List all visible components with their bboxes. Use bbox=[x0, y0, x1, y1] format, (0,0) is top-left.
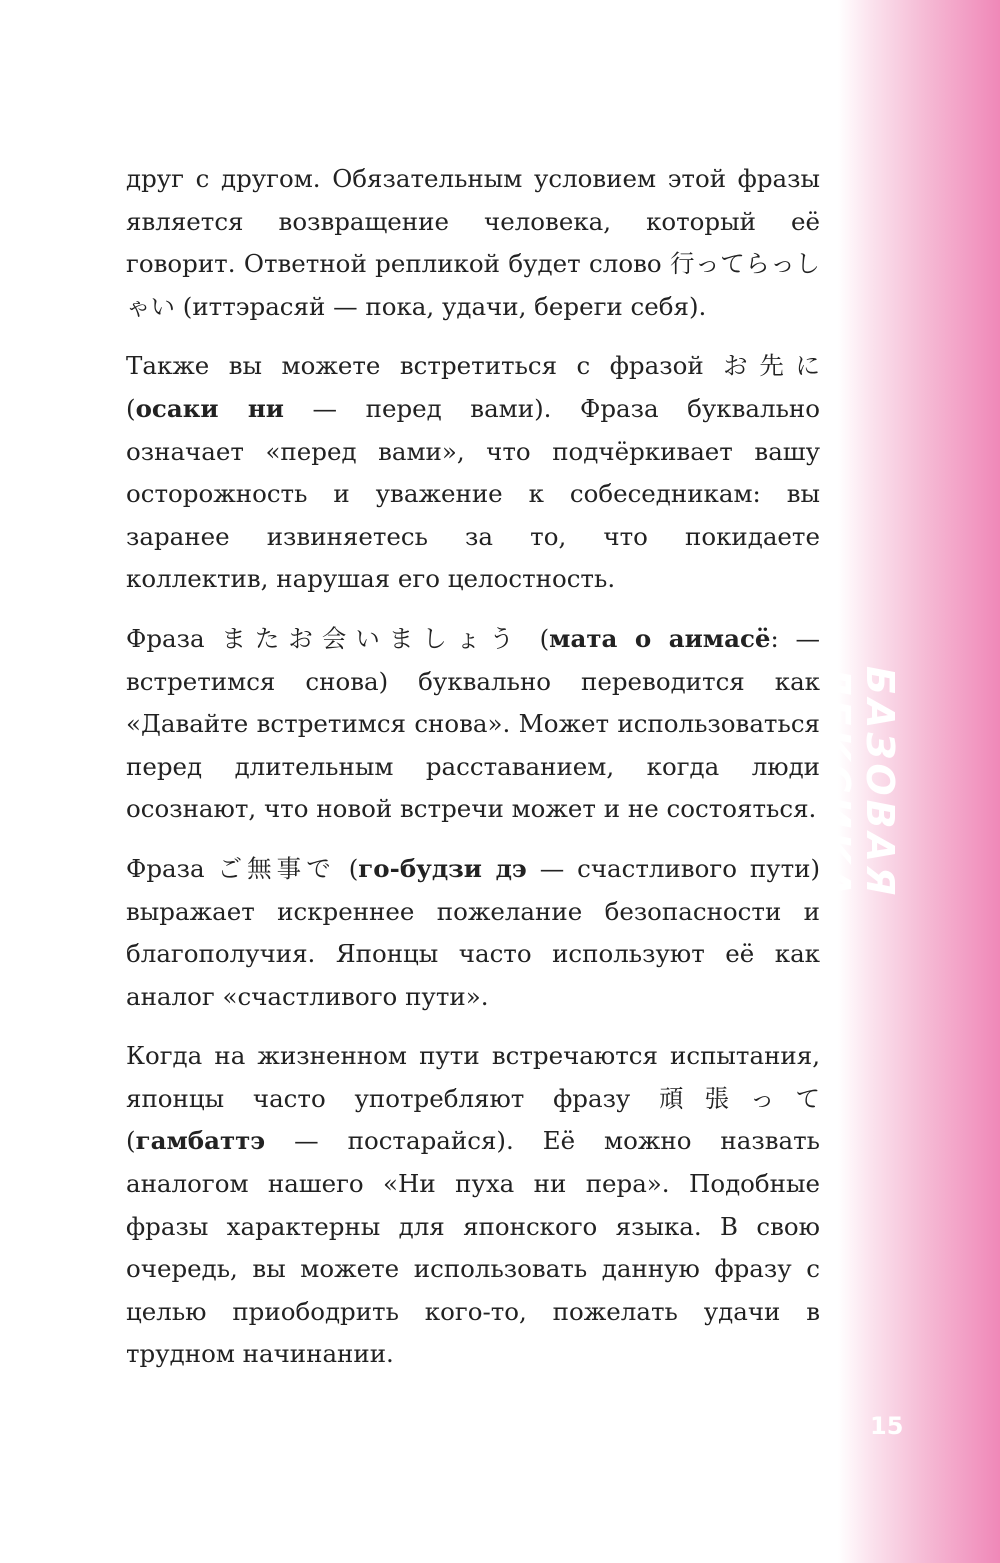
text-run: Фраза bbox=[126, 623, 222, 653]
paragraph-4 bbox=[126, 848, 820, 1018]
paragraph-1 bbox=[126, 158, 820, 328]
paragraph-5 bbox=[126, 1035, 820, 1376]
japanese-phrase: またお会いましょう bbox=[221, 623, 523, 653]
text-run: друг с другом. Обязательным условием этой фразы является возвращение человека, который её говорит. Ответной репликой будет слово bbox=[126, 164, 820, 279]
page-number: 15 bbox=[870, 1412, 904, 1440]
text-run: (иттэрасяй — пока, удачи, береги себя). bbox=[175, 291, 707, 321]
text-run: ( bbox=[522, 623, 550, 653]
body-text bbox=[126, 158, 820, 1393]
transliteration: гамбаттэ bbox=[135, 1126, 266, 1156]
text-run: : — встретимся снова) буквально переводится как «Давайте встретимся снова». Может использоваться перед длительным расставанием, когда люди осознают, что новой встречи может и не состояться. bbox=[126, 623, 821, 824]
paragraph-2 bbox=[126, 345, 820, 601]
transliteration: осаки ни bbox=[135, 393, 284, 423]
paragraph-3 bbox=[126, 618, 820, 831]
text-run: ( bbox=[335, 853, 359, 883]
text-run: — перед вами). Фраза буквально означает «перед вами», что подчёркивает вашу осторожность и уважение к собеседникам: вы заранее извиняетесь за то, что покидаете коллектив, нарушая его целостность. bbox=[126, 393, 821, 594]
text-run: ( bbox=[126, 393, 136, 423]
transliteration: го-будзи дэ bbox=[358, 853, 527, 883]
japanese-phrase: 頑張って bbox=[659, 1083, 821, 1113]
text-run: Когда на жизненном пути встречаются испытания, японцы часто употребляют фразу bbox=[126, 1041, 820, 1113]
transliteration: мата о аимасё bbox=[549, 623, 771, 653]
japanese-phrase: お先に bbox=[723, 351, 820, 381]
japanese-phrase: ご無事で bbox=[217, 853, 336, 883]
text-run: — постарайся). Её можно назвать аналогом нашего «Ни пуха ни пера». Подобные фразы характерны для японского языка. В свою очередь, вы можете использовать данную фразу с целью приободрить кого-то, пожелать удачи в трудном начинании. bbox=[126, 1126, 820, 1369]
text-run: Также вы можете встретиться с фразой bbox=[126, 351, 724, 381]
text-run: ( bbox=[126, 1126, 136, 1156]
section-title: БАЗОВАЯ ЛЕКСИКА bbox=[814, 664, 902, 901]
text-run: Фраза bbox=[126, 853, 218, 883]
text-run: — счастливого пути) выражает искреннее пожелание безопасности и благополучия. Японцы часто используют её как аналог «счастливого пути». bbox=[126, 853, 821, 1011]
japanese-phrase: 行ってらっしゃい bbox=[126, 249, 820, 321]
